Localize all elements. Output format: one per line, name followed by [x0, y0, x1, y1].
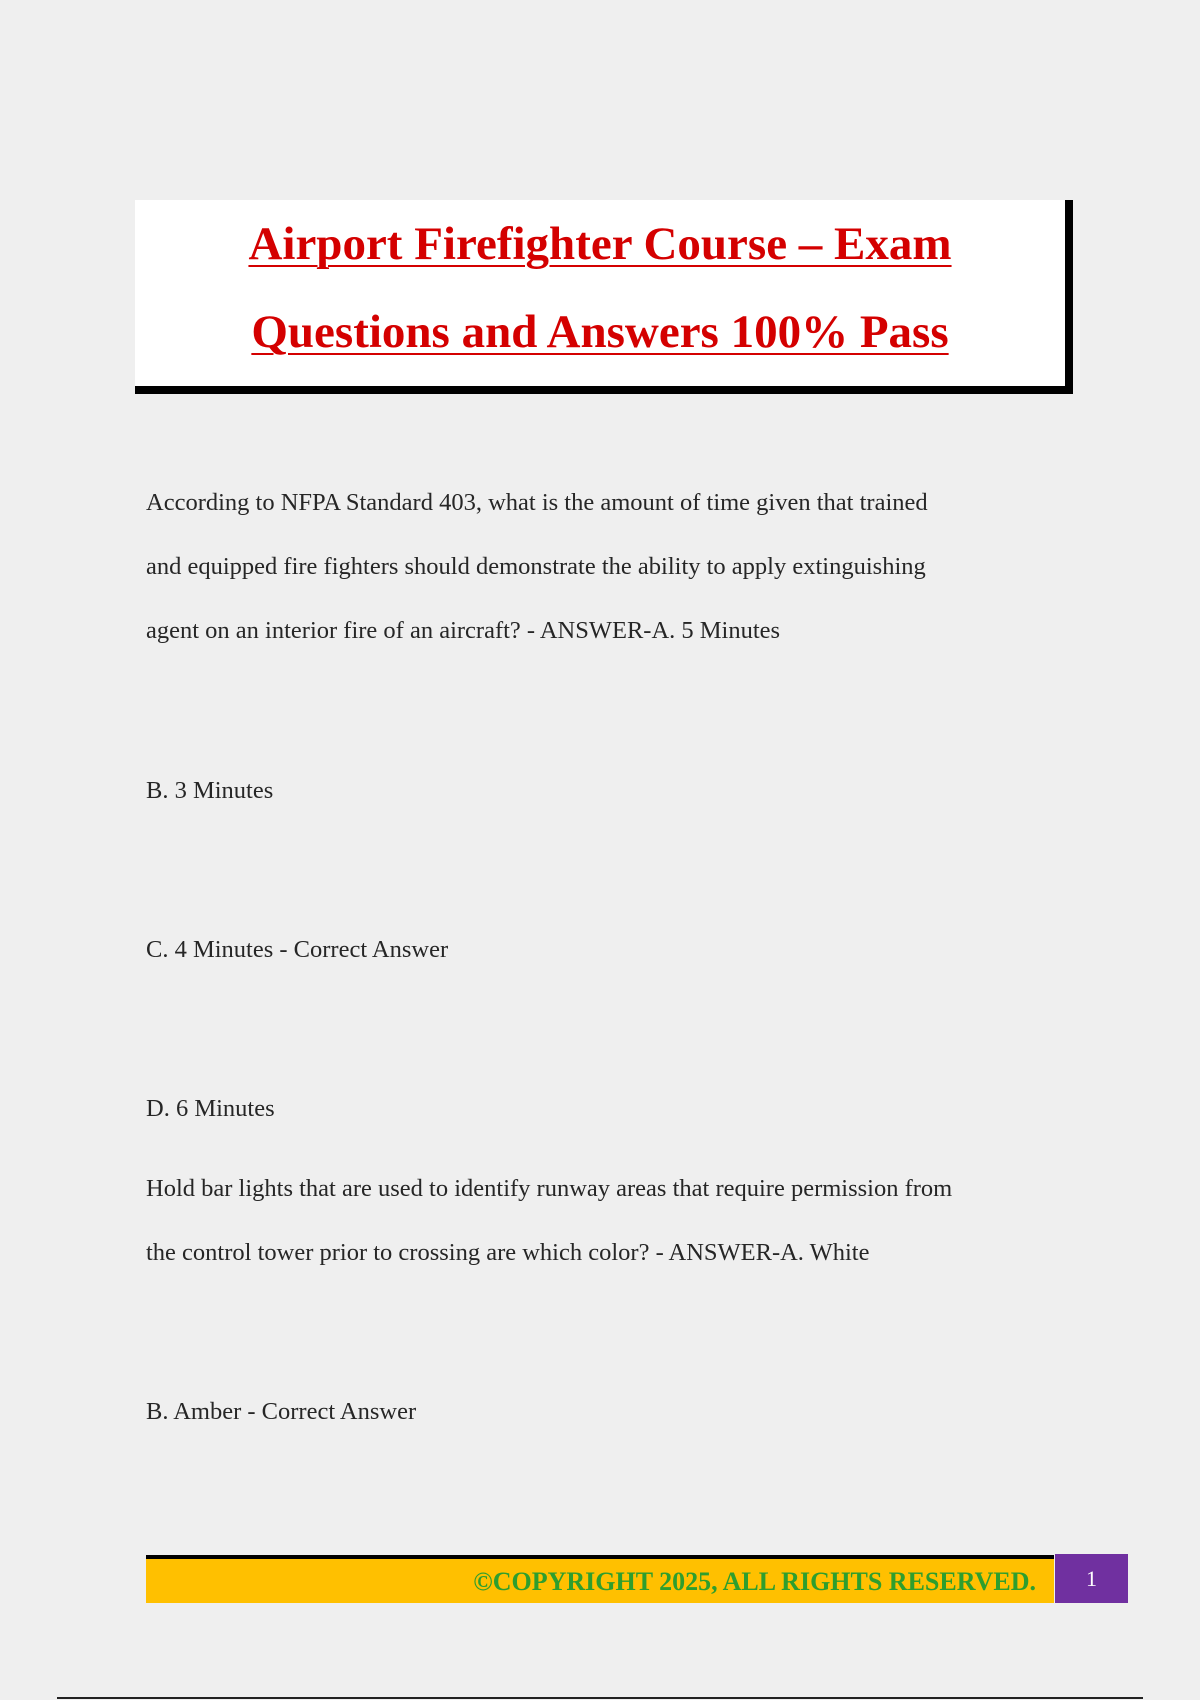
- question-1-option-c: C. 4 Minutes - Correct Answer: [146, 936, 449, 963]
- question-1-line-1: According to NFPA Standard 403, what is the amount of time given that trained: [146, 489, 928, 516]
- title-box: [135, 200, 1073, 394]
- page-title-line-2: Questions and Answers 100% Pass: [251, 306, 949, 358]
- question-1-line-3: agent on an interior fire of an aircraft? - ANSWER-A. 5 Minutes: [146, 617, 781, 644]
- question-2-line-1: Hold bar lights that are used to identify runway areas that require permission from: [146, 1175, 953, 1202]
- question-2-option-b: B. Amber - Correct Answer: [146, 1398, 417, 1425]
- footer-bar: [146, 1555, 1054, 1603]
- question-2-line-2: the control tower prior to crossing are which color? - ANSWER-A. White: [146, 1239, 870, 1266]
- page-number: 1: [1055, 1554, 1128, 1603]
- question-1-option-d: D. 6 Minutes: [146, 1095, 275, 1122]
- bottom-divider: [57, 1697, 1143, 1699]
- page-title-line-1: Airport Firefighter Course – Exam: [248, 218, 952, 270]
- copyright-notice: ©COPYRIGHT 2025, ALL RIGHTS RESERVED.: [473, 1567, 1036, 1596]
- question-1-option-b: B. 3 Minutes: [146, 777, 274, 804]
- question-1-line-2: and equipped fire fighters should demonstrate the ability to apply extinguishing: [146, 553, 926, 580]
